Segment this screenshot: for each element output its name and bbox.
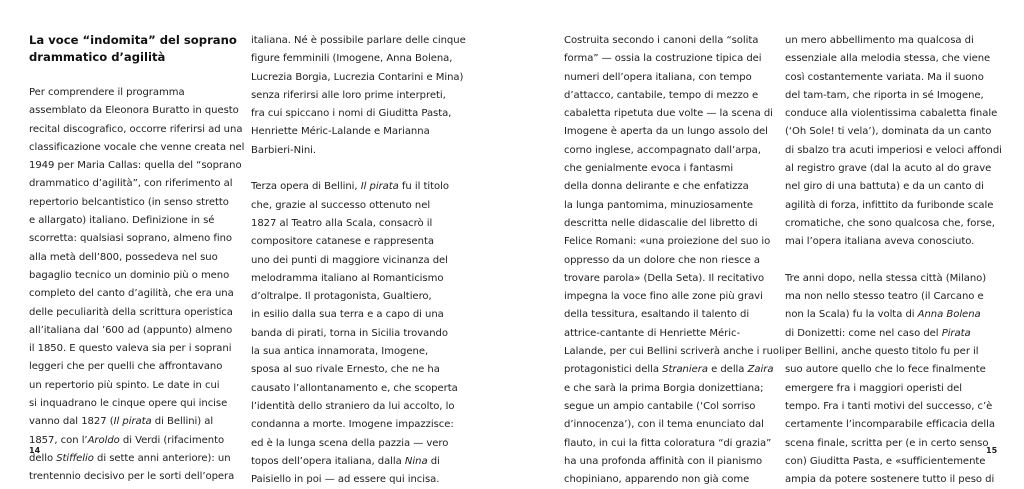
text-line: senza riferirsi alle loro prime interpreti, <box>251 89 446 101</box>
text-line: l’identità dello straniero da lui accolto, lo <box>251 400 455 412</box>
text-line: repertorio belcantistico (in senso stretto <box>29 196 229 208</box>
text-line: compositore catanese e rappresenta <box>251 236 435 248</box>
text-line: 1949 per Maria Callas: quella del “soprano <box>29 160 242 172</box>
paragraph <box>251 32 466 160</box>
text-line: flauto, in cui la fitta coloratura “di grazia” <box>564 437 772 449</box>
text-line: d’innocenza’), con il tema enunciato dal <box>564 419 764 431</box>
text-line: sposa al suo rivale Ernesto, che ne ha <box>251 364 440 376</box>
text-line: di Donizetti: come nel caso del Pirata <box>785 327 971 339</box>
text-line: non la Scala) fu la volta di Anna Bolena <box>785 309 981 321</box>
text-line: della tessitura, esaltando il talento di <box>564 309 750 321</box>
page-number-right: 15 <box>986 446 998 455</box>
text-line: attrice-cantante di Henriette Méric- <box>564 327 741 339</box>
text-line: italiana. Né è possibile parlare delle cinque <box>251 35 466 46</box>
text-line: tempo. Fra i tanti motivi del successo, c’è <box>785 400 993 412</box>
text-line: ed è la lunga scena della pazzia — vero <box>251 437 449 449</box>
text-line: emergere fra i maggiori operisti del <box>785 382 963 394</box>
italic-title: Stiffelio <box>56 452 94 464</box>
text-line: Felice Romani: «una proiezione del suo io <box>564 236 771 248</box>
italic-title: Il pirata <box>113 416 152 428</box>
text-line: certamente l’incomparabile efficacia della <box>785 419 995 431</box>
section-heading <box>29 32 239 66</box>
text-line: all’italiana dal ’600 ad (appunto) almeno <box>29 324 233 336</box>
text-line: per Bellini, anche questo titolo fu per il <box>785 346 979 358</box>
text-line: scorretta: qualsiasi soprano, almeno fino <box>29 233 233 245</box>
text-line: che genialmente evoca i fantasmi <box>564 163 734 175</box>
text-line: la sua antica innamorata, Imogene, <box>251 346 429 358</box>
text-line: mai l’opera italiana aveva conosciuto. <box>785 236 975 248</box>
text-line: oppresso da un dolore che non riesce a <box>564 254 761 266</box>
text-line: e che sarà la prima Borgia donizettiana; <box>564 382 764 394</box>
column-4 <box>785 32 1002 489</box>
text-line: nel giro di una battuta) e da un canto di <box>785 181 984 193</box>
text-line: protagonistici della Straniera e della Zaira <box>564 364 774 376</box>
italic-title: Anna Bolena <box>917 309 981 321</box>
text-line: assemblato da Eleonora Buratto in questo <box>29 105 239 117</box>
text-line: 1827 al Teatro alla Scala, consacrò il <box>251 217 433 229</box>
text-line: trovare parola» (Della Seta). Il recitativo <box>564 272 765 284</box>
italic-title: Nina <box>404 455 428 467</box>
text-line: uno dei punti di maggiore vicinanza del <box>251 254 448 266</box>
text-line: classificazione vocale che venne creata nel <box>29 141 245 153</box>
text-line: al registro grave (dal la acuto al do grave <box>785 163 992 175</box>
text-line: di sbalzo tra acuti imperiosi e veloci affondi <box>785 144 1002 156</box>
text-line: leggeri che per quelli che affrontavano <box>29 361 223 373</box>
text-line: topos dell’opera italiana, dalla Nina di <box>251 455 440 467</box>
text-line: bagaglio tecnico un dominio più o meno <box>29 269 230 281</box>
text-line: Barbieri-Nini. <box>251 144 317 156</box>
text-line: della donna delirante e che enfatizza <box>564 181 749 193</box>
text-line: completo del canto d’agilità, che era una <box>29 288 234 300</box>
text-line: delle peculiarità della scrittura operistica <box>29 306 233 318</box>
text-line: il 1850. E questo valeva sia per i soprani <box>29 343 232 355</box>
heading-line: La voce “indomita” del soprano <box>29 33 237 47</box>
text-line: d’attacco, cantabile, tempo di mezzo e <box>564 89 759 101</box>
paragraph <box>251 178 461 489</box>
text-line: fra cui spiccano i nomi di Giuditta Pasta, <box>251 108 452 120</box>
italic-title: Straniera <box>662 364 708 376</box>
text-line: Lucrezia Borgia, Lucrezia Contarini e Mina) <box>251 71 464 83</box>
text-line: si inquadrano le cinque opere qui incise <box>29 398 228 410</box>
text-line: d’oltralpe. Il protagonista, Gualtiero, <box>251 291 432 303</box>
text-line: chopiniano, apparendo non già come <box>564 474 750 486</box>
text-line: Costruita secondo i canoni della “solita <box>564 35 759 46</box>
text-line: ma non nello stesso teatro (il Carcano e <box>785 291 984 303</box>
italic-title: Il pirata <box>360 181 399 193</box>
text-line: con) Giuditta Pasta, e «sufficientemente <box>785 455 986 467</box>
text-line: drammatico d’agilità”, con riferimento al <box>29 178 233 190</box>
paragraph <box>785 270 997 489</box>
text-line: un repertorio più spinto. Le date in cui <box>29 379 220 391</box>
text-line: Imogene è aperta da un lungo assolo del <box>564 126 768 138</box>
text-line: banda di pirati, torna in Sicilia trovando <box>251 327 448 339</box>
text-line: che, grazie al successo ottenuto nel <box>251 199 431 211</box>
paragraph <box>785 32 1002 252</box>
text-line: Paisiello in poi — ad essere qui incisa. <box>251 474 440 486</box>
text-line: e allargato) italiano. Definizione in sé <box>29 215 215 227</box>
text-line: scena finale, scritta per (e in certo senso <box>785 437 989 449</box>
text-line: Lalande, per cui Bellini scriverà anche i ruoli <box>564 346 785 358</box>
paragraph <box>29 84 245 487</box>
text-line: vanno dal 1827 (Il pirata di Bellini) al <box>29 416 214 428</box>
text-line: suo autore quello che lo fece finalmente <box>785 364 986 376</box>
text-line: corno inglese, accompagnato dall’arpa, <box>564 144 761 156</box>
text-line: Henriette Méric-Lalande e Marianna <box>251 126 430 138</box>
text-line: Terza opera di Bellini, Il pirata fu il titolo <box>251 181 449 193</box>
text-line: figure femminili (Imogene, Anna Bolena, <box>251 53 453 65</box>
page-number-left: 14 <box>29 446 41 455</box>
text-line: essenziale alla melodia stessa, che viene <box>785 53 991 65</box>
text-line: cabaletta ripetuta due volte — la scena di <box>564 108 773 120</box>
italic-title: Zaira <box>747 364 774 376</box>
text-line: causato l’allontanamento e, che scoperta <box>251 382 458 394</box>
text-line: ha una profonda affinità con il pianismo <box>564 455 763 467</box>
text-line: forma” — ossia la costruzione tipica dei <box>564 53 762 65</box>
text-line: segue un ampio cantabile (‘Col sorriso <box>564 400 756 412</box>
column-3 <box>564 32 785 489</box>
text-line: così costantemente variata. Ma il suono <box>785 71 984 83</box>
text-line: melodramma italiano al Romanticismo <box>251 272 444 284</box>
italic-title: Pirata <box>941 327 971 339</box>
italic-title: Aroldo <box>87 434 120 446</box>
text-line: alla metà dell’800, possedeva nel suo <box>29 251 218 263</box>
text-line: agilità di forza, infittito da furibonde scale <box>785 199 994 211</box>
heading-line: drammatico d’agilità <box>29 50 166 64</box>
text-line: in esilio dalla sua terra e a capo di una <box>251 309 444 321</box>
text-line: Per comprendere il programma <box>29 87 185 98</box>
text-line: conduce alla violentissima cabaletta finale <box>785 108 998 120</box>
text-line: descritta nelle didascalie del libretto di <box>564 217 758 229</box>
text-line: Tre anni dopo, nella stessa città (Milano) <box>785 272 987 284</box>
text-line: un mero abbellimento ma qualcosa di <box>785 35 974 46</box>
text-line: recital discografico, occorre riferirsi ad una <box>29 123 243 135</box>
text-line: ampia da potere sostenere tutto il peso di <box>785 474 995 486</box>
text-line: dello Stiffelio di sette anni anteriore): un <box>29 452 231 464</box>
text-line: trentennio decisivo per le sorti dell’opera <box>29 471 235 483</box>
text-line: del tam-tam, che riporta in sé Imogene, <box>785 89 984 101</box>
text-line: condanna a morte. Imogene impazzisce: <box>251 419 454 431</box>
text-line: cromatiche, che sono qualcosa che, forse, <box>785 217 995 229</box>
column-2 <box>251 32 466 489</box>
text-line: la lunga pantomima, minuziosamente <box>564 199 753 211</box>
text-line: 1857, con l’Aroldo di Verdi (rifacimento <box>29 434 225 446</box>
text-line: impegna la voce fino alle zone più gravi <box>564 291 763 303</box>
text-line: (‘Oh Sole! ti vela’), dominata da un canto <box>785 126 992 138</box>
paragraph <box>564 32 785 489</box>
text-line: numeri dell’opera italiana, con tempo <box>564 71 752 83</box>
column-1 <box>29 32 245 487</box>
